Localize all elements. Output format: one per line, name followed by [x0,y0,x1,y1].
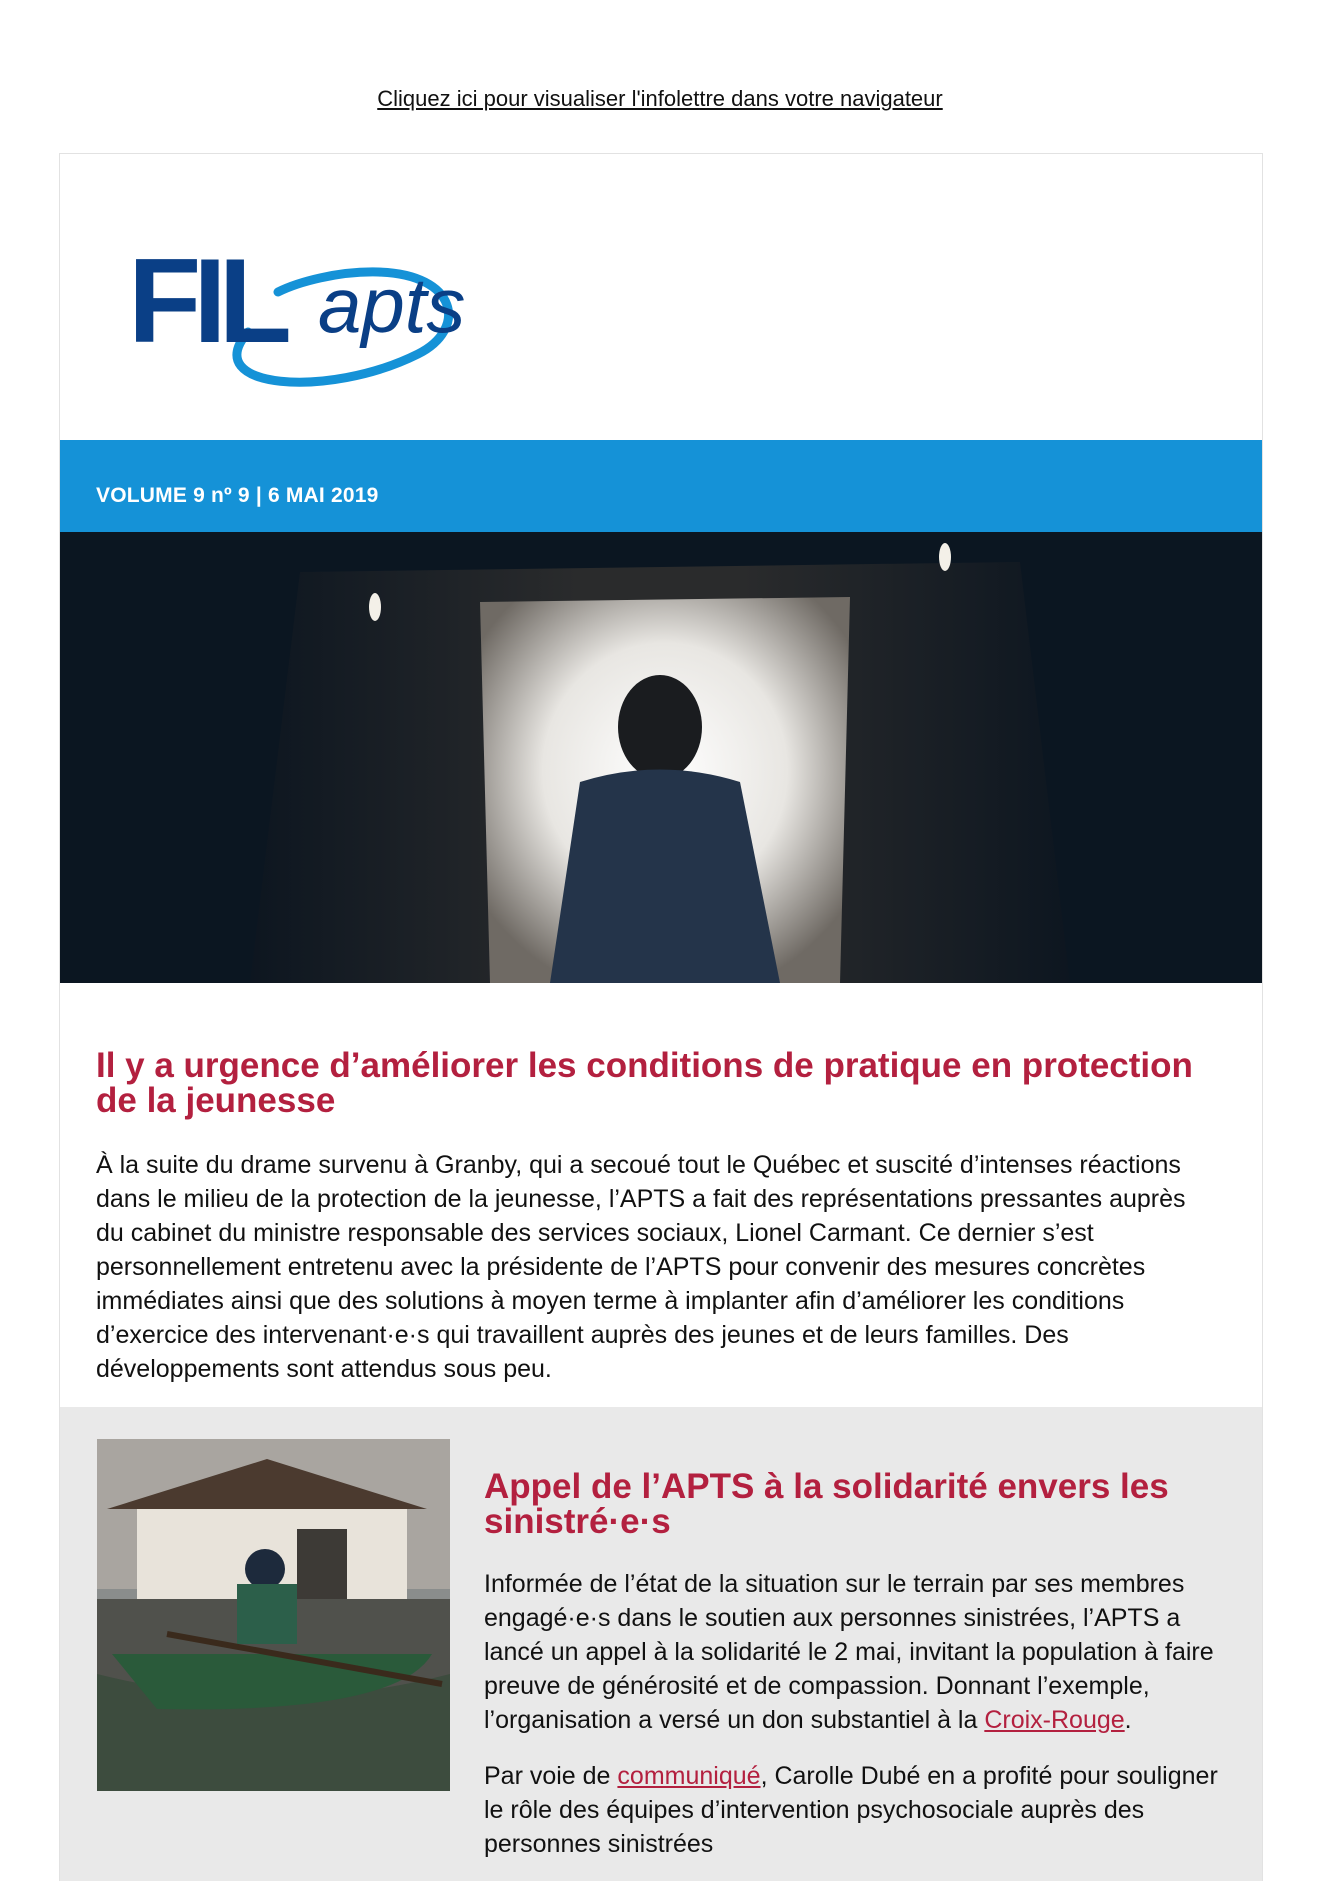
article1-title: Il y a urgence d’améliorer les conditions de pratique en protection de la jeunesse [96,1046,1193,1120]
article2-body-2 [484,1759,1224,1861]
filapts-logo [128,214,528,414]
issue-info: VOLUME 9 nº 9 | 6 MAI 2019 [96,484,379,507]
hero-tunnel-image [60,532,1262,983]
svg-text:apts: apts [318,261,466,349]
article2-section [60,1407,1262,1881]
logo-area [60,154,1262,440]
article-solidarity [484,1469,1224,1861]
article2-p2-start: Par voie de [484,1762,618,1790]
article-youth-protection [96,1048,1216,1386]
article2-text-end: . [1124,1706,1132,1734]
flood-boat-photo [97,1439,450,1791]
newsletter-card [59,153,1263,1881]
issue-band [60,440,1262,532]
view-in-browser-link[interactable]: Cliquez ici pour visualiser l'infolettre dans votre navigateur [377,86,943,111]
article2-p2-rest: , Carolle Dubé en a profité pour souligner le rôle des équipes d’intervention psychosociale auprès des personnes sinistrées [484,1762,1218,1858]
article1-body: À la suite du drame survenu à Granby, qui a secoué tout le Québec et suscité d’intenses réactions dans le milieu de la protection de la jeunesse, l’APTS a fait des représentations pressantes auprès du cabinet du ministre responsable des services sociaux, Lionel Carmant. Ce dernier s’est personnellement entretenu avec la présidente de l’APTS pour convenir des mesures concrètes immédiates ainsi que des solutions à moyen terme à implanter afin d’améliorer les conditions d’exercice des intervenant·e·s qui travaillent auprès des jeunes et de leurs familles. Des développements sont attendus sous peu. [96,1151,1186,1383]
article2-body [484,1567,1224,1737]
browser-view-link-wrap [0,86,1320,112]
svg-text:FIL: FIL [128,234,284,368]
croix-rouge-link[interactable]: Croix-Rouge [984,1706,1125,1734]
article2-text: Informée de l’état de la situation sur le terrain par ses membres engagé·e·s dans le soutien aux personnes sinistrées, l’APTS a lancé un appel à la solidarité le 2 mai, invitant la population à faire preuve de générosité et de compassion. Donnant l’exemple, l’organisation a versé un don substantiel à la [484,1570,1214,1734]
article2-title: Appel de l’APTS à la solidarité envers les sinistré·e·s [484,1467,1169,1541]
communique-link[interactable]: communiqué [617,1762,761,1790]
